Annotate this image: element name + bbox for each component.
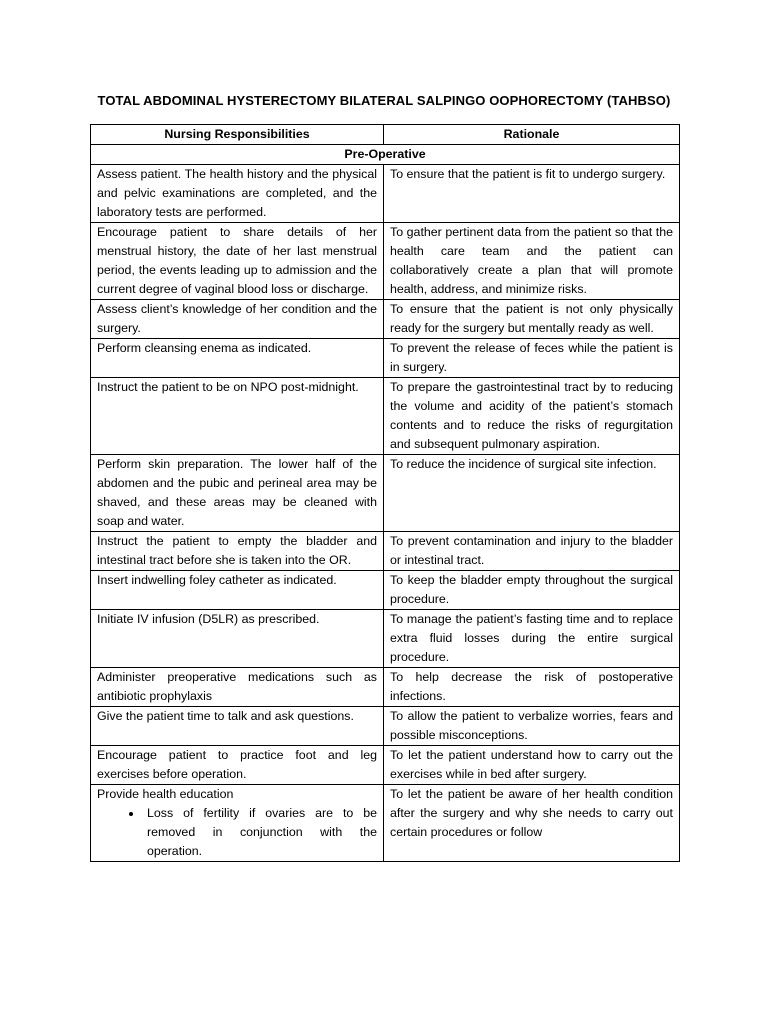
table-row (91, 532, 680, 571)
rationale-cell: To prevent contamination and injury to the bladder or intestinal tract. (384, 532, 680, 571)
rationale-cell: To help decrease the risk of postoperative infections. (384, 668, 680, 707)
section-row (91, 145, 680, 165)
rationale-cell: To prevent the release of feces while the patient is in surgery. (384, 339, 680, 378)
document-title: TOTAL ABDOMINAL HYSTERECTOMY BILATERAL SALPINGO OOPHORECTOMY (TAHBSO) (97, 93, 671, 108)
table-row (91, 223, 680, 300)
table-row (91, 378, 680, 455)
table-row (91, 165, 680, 223)
rationale-cell: To allow the patient to verbalize worries, fears and possible misconceptions. (384, 707, 680, 746)
responsibility-cell: Give the patient time to talk and ask questions. (91, 707, 384, 746)
header-nursing-responsibilities: Nursing Responsibilities (91, 125, 384, 145)
rationale-cell: To reduce the incidence of surgical site infection. (384, 455, 680, 532)
responsibility-cell: Insert indwelling foley catheter as indicated. (91, 571, 384, 610)
table-row (91, 746, 680, 785)
bullet-item: • Loss of fertility if ovaries are to be removed in conjunction with the operation. (143, 804, 377, 861)
table-row (91, 571, 680, 610)
header-row (91, 125, 680, 145)
section-pre-operative: Pre-Operative (91, 145, 680, 165)
rationale-cell: To ensure that the patient is fit to undergo surgery. (384, 165, 680, 223)
nursing-care-table (90, 124, 680, 862)
table-row (91, 610, 680, 668)
rationale-cell: To keep the bladder empty throughout the surgical procedure. (384, 571, 680, 610)
table-row (91, 785, 680, 862)
rationale-cell: To ensure that the patient is not only physically ready for the surgery but mentally ready as well. (384, 300, 680, 339)
health-education-label: Provide health education (97, 787, 234, 801)
table-row (91, 339, 680, 378)
rationale-cell: To gather pertinent data from the patient so that the health care team and the patient can collaboratively create a plan that will promote health, address, and minimize risks. (384, 223, 680, 300)
rationale-cell: To let the patient understand how to carry out the exercises while in bed after surgery. (384, 746, 680, 785)
responsibility-cell: Initiate IV infusion (D5LR) as prescribed. (91, 610, 384, 668)
rationale-cell: To let the patient be aware of her health condition after the surgery and why she needs to carry out certain procedures or follow (384, 785, 680, 862)
responsibility-cell: Assess patient. The health history and the physical and pelvic examinations are completed, and the laboratory tests are performed. (91, 165, 384, 223)
responsibility-cell: Encourage patient to practice foot and leg exercises before operation. (91, 746, 384, 785)
table-row (91, 300, 680, 339)
rationale-cell: To prepare the gastrointestinal tract by to reducing the volume and acidity of the patient’s stomach contents and to reduce the risks of regurgitation and subsequent pulmonary aspiration. (384, 378, 680, 455)
header-rationale: Rationale (384, 125, 680, 145)
responsibility-cell: Perform skin preparation. The lower half of the abdomen and the pubic and perineal area may be shaved, and these areas may be cleaned with soap and water. (91, 455, 384, 532)
health-education-bullets (97, 804, 377, 861)
responsibility-cell (91, 785, 384, 862)
responsibility-cell: Encourage patient to share details of her menstrual history, the date of her last menstrual period, the events leading up to admission and the current degree of vaginal blood loss or discharge. (91, 223, 384, 300)
table-row (91, 668, 680, 707)
responsibility-cell: Instruct the patient to be on NPO post-midnight. (91, 378, 384, 455)
responsibility-cell: Administer preoperative medications such as antibiotic prophylaxis (91, 668, 384, 707)
responsibility-cell: Instruct the patient to empty the bladder and intestinal tract before she is taken into the OR. (91, 532, 384, 571)
rationale-cell: To manage the patient’s fasting time and to replace extra fluid losses during the entire surgical procedure. (384, 610, 680, 668)
table-row (91, 455, 680, 532)
responsibility-cell: Assess client’s knowledge of her condition and the surgery. (91, 300, 384, 339)
responsibility-cell: Perform cleansing enema as indicated. (91, 339, 384, 378)
table-row (91, 707, 680, 746)
